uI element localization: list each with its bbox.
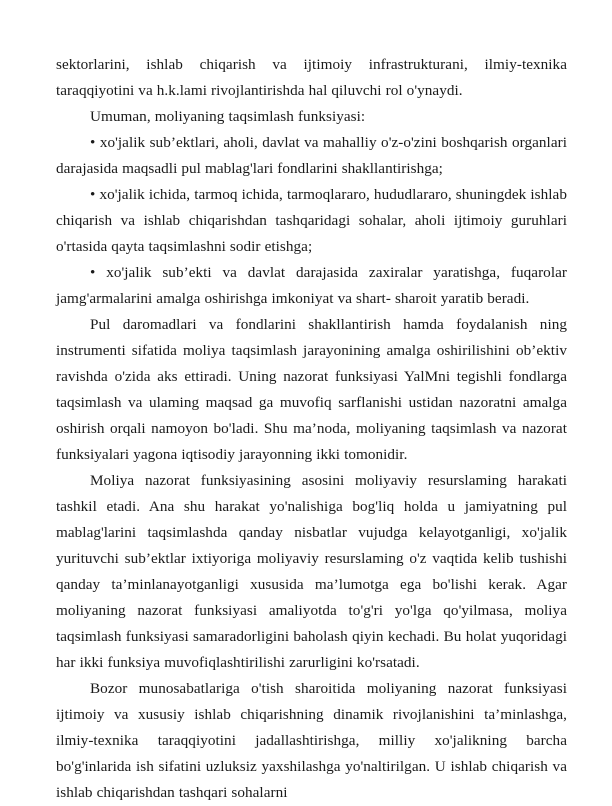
paragraph-intro-distribution-function: Umuman, moliyaning taqsimlash funksiyasi: [90, 108, 366, 125]
paragraph-control-instrument: Pul daromadlari va fondlarini shakllantirish hamda foydalanish ning instrumenti sifatida moliya taqsimlash jarayonining amalga oshirilishini ob’ektiv ravishda o'zida aks ettiradi. Uning nazorat funksiyasi YalMni tegishli fondlarga taqsimlash va ulaming maqsad ga muvofiq sarflanishi ustidan nazoratni amalga oshirish orqali namoyon bo'ladi. Shu ma’noda, moliyaning taqsimlash va nazorat funksiyalari yagona iqtisodiy jarayonning ikki tomonidir. [56, 316, 567, 463]
bullet-item-fund-formation: • xo'jalik sub’ektlari, aholi, davlat va mahalliy o'z-o'zini boshqarish organlari darajasida maqsadli pul mablag'lari fondlarini shakllantirishga; [56, 134, 567, 177]
paragraph-market-relations: Bozor munosabatlariga o'tish sharoitida moliyaning nazorat funksiyasi ijtimoiy va xususiy ishlab chiqarishning dinamik rivojlanishini ta’minlashga, ilmiy-texnika taraqqiyotini jadallashtirishga, milliy xo'jalikning barcha bo'g'inlarida ish sifatini uzluksiz yaxshilashga yo'naltirilgan. U ishlab chiqarish va ishlab chiqarishdan tashqari sohalarni [56, 680, 567, 801]
document-body [56, 52, 567, 806]
bullet-item-reserves: • xo'jalik sub’ekti va davlat darajasida zaxiralar yaratishga, fuqarolar jamg'armalarini amalga oshirishga imkoniyat va shart- sharoit yaratib beradi. [56, 264, 567, 307]
paragraph-control-function-basis: Moliya nazorat funksiyasining asosini moliyaviy resurslaming harakati tashkil etadi. Ana shu harakat yo'nalishiga bog'liq holda u jamiyatning pul mablag'larini taqsimlashda qanday nisbatlar vujudga kelayotganligi, xo'jalik yurituvchi sub’ektlar ixtiyoriga moliyaviy resurslaming o'z vaqtida kelib tushishi qanday ta’minlanayotganligi xususida ma’lumotga ega bo'lishi kerak. Agar moliyaning nazorat funksiyasi amaliyotda to'g'ri yo'lga qo'yilmasa, moliya taqsimlash funksiyasi samaradorligini baholash qiyin kechadi. Bu holat yuqoridagi har ikki funksiya muvofiqlashtirilishi zarurligini ko'rsatadi. [56, 472, 567, 671]
bullet-item-redistribution: • xo'jalik ichida, tarmoq ichida, tarmoqlararo, hududlararo, shuningdek ishlab chiqarish va ishlab chiqarishdan tashqaridagi sohalar, aholi ijtimoiy guruhlari o'rtasida qayta taqsimlashni sodir etishga; [56, 186, 567, 255]
paragraph-continuation: sektorlarini, ishlab chiqarish va ijtimoiy infrastrukturani, ilmiy-texnika taraqqiyotini va h.k.lami rivojlantirishda hal qiluvchi rol o'ynaydi. [56, 56, 567, 99]
